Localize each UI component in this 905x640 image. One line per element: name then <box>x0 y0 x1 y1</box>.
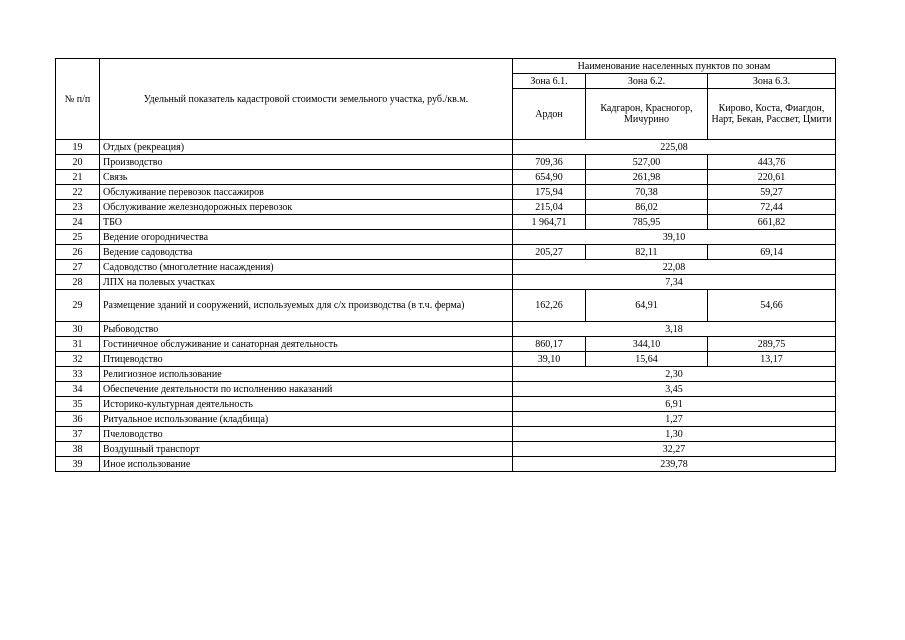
value-zone-6-1: 39,10 <box>513 352 586 367</box>
value-all-zones: 39,10 <box>513 230 836 245</box>
row-indicator-name: ТБО <box>100 215 513 230</box>
row-indicator-name: Птицеводство <box>100 352 513 367</box>
table-row <box>56 427 836 442</box>
value-zone-6-1: 709,36 <box>513 155 586 170</box>
value-zone-6-2: 261,98 <box>586 170 708 185</box>
table-body <box>56 59 836 472</box>
row-indicator-name: Религиозное использование <box>100 367 513 382</box>
row-indicator-name: Историко-культурная деятельность <box>100 397 513 412</box>
value-zone-6-3: 220,61 <box>708 170 836 185</box>
value-all-zones: 239,78 <box>513 457 836 472</box>
indicator-column-header: Удельный показатель кадастровой стоимости земельного участка, руб./кв.м. <box>100 59 513 140</box>
value-zone-6-1: 215,04 <box>513 200 586 215</box>
value-zone-6-2: 86,02 <box>586 200 708 215</box>
value-zone-6-3: 13,17 <box>708 352 836 367</box>
row-number: 20 <box>56 155 100 170</box>
table-row <box>56 457 836 472</box>
value-all-zones: 22,08 <box>513 260 836 275</box>
row-number: 31 <box>56 337 100 352</box>
row-number: 36 <box>56 412 100 427</box>
settlement-header-6-1: Ардон <box>513 89 586 140</box>
value-zone-6-1: 654,90 <box>513 170 586 185</box>
value-zone-6-3: 59,27 <box>708 185 836 200</box>
row-indicator-name: Ритуальное использование (кладбища) <box>100 412 513 427</box>
table-row <box>56 140 836 155</box>
row-number: 26 <box>56 245 100 260</box>
row-number: 34 <box>56 382 100 397</box>
row-number: 37 <box>56 427 100 442</box>
row-indicator-name: Обслуживание перевозок пассажиров <box>100 185 513 200</box>
row-number: 28 <box>56 275 100 290</box>
table-row <box>56 412 836 427</box>
row-number: 39 <box>56 457 100 472</box>
table-row <box>56 185 836 200</box>
settlement-header-6-3: Кирово, Коста, Фиагдон, Нарт, Бекан, Рассвет, Цмити <box>708 89 836 140</box>
table-row <box>56 382 836 397</box>
row-number: 35 <box>56 397 100 412</box>
value-all-zones: 1,27 <box>513 412 836 427</box>
cadastral-value-table <box>55 58 836 472</box>
row-indicator-name: Воздушный транспорт <box>100 442 513 457</box>
table-row <box>56 290 836 322</box>
zones-group-header: Наименование населенных пунктов по зонам <box>513 59 836 74</box>
value-zone-6-3: 443,76 <box>708 155 836 170</box>
table-row <box>56 215 836 230</box>
row-indicator-name: Пчеловодство <box>100 427 513 442</box>
table-row <box>56 397 836 412</box>
row-number: 19 <box>56 140 100 155</box>
row-number: 29 <box>56 290 100 322</box>
row-number: 24 <box>56 215 100 230</box>
row-indicator-name: Отдых (рекреация) <box>100 140 513 155</box>
row-indicator-name: Производство <box>100 155 513 170</box>
row-indicator-name: Иное использование <box>100 457 513 472</box>
value-zone-6-1: 162,26 <box>513 290 586 322</box>
table-row <box>56 200 836 215</box>
row-indicator-name: Гостиничное обслуживание и санаторная деятельность <box>100 337 513 352</box>
row-number: 30 <box>56 322 100 337</box>
value-zone-6-2: 344,10 <box>586 337 708 352</box>
row-indicator-name: Ведение огородничества <box>100 230 513 245</box>
row-number: 22 <box>56 185 100 200</box>
value-zone-6-3: 289,75 <box>708 337 836 352</box>
value-zone-6-2: 527,00 <box>586 155 708 170</box>
value-zone-6-2: 15,64 <box>586 352 708 367</box>
value-zone-6-2: 70,38 <box>586 185 708 200</box>
header-row-group <box>56 59 836 74</box>
value-all-zones: 225,08 <box>513 140 836 155</box>
table-row <box>56 337 836 352</box>
value-all-zones: 3,18 <box>513 322 836 337</box>
table-row <box>56 170 836 185</box>
value-all-zones: 2,30 <box>513 367 836 382</box>
row-indicator-name: Рыбоводство <box>100 322 513 337</box>
table-row <box>56 155 836 170</box>
value-zone-6-1: 175,94 <box>513 185 586 200</box>
row-indicator-name: Ведение садоводства <box>100 245 513 260</box>
value-all-zones: 3,45 <box>513 382 836 397</box>
value-all-zones: 32,27 <box>513 442 836 457</box>
table-row <box>56 442 836 457</box>
settlement-header-6-2: Кадгарон, Красногор, Мичурино <box>586 89 708 140</box>
value-all-zones: 6,91 <box>513 397 836 412</box>
table-row <box>56 275 836 290</box>
zone-header-6-3: Зона 6.3. <box>708 74 836 89</box>
table-row <box>56 245 836 260</box>
zone-header-6-2: Зона 6.2. <box>586 74 708 89</box>
value-zone-6-1: 205,27 <box>513 245 586 260</box>
value-zone-6-1: 1 964,71 <box>513 215 586 230</box>
row-number: 25 <box>56 230 100 245</box>
table-row <box>56 367 836 382</box>
num-column-header: № п/п <box>56 59 100 140</box>
value-all-zones: 1,30 <box>513 427 836 442</box>
value-zone-6-1: 860,17 <box>513 337 586 352</box>
row-indicator-name: Обеспечение деятельности по исполнению наказаний <box>100 382 513 397</box>
value-zone-6-2: 785,95 <box>586 215 708 230</box>
zone-header-6-1: Зона 6.1. <box>513 74 586 89</box>
row-number: 38 <box>56 442 100 457</box>
row-indicator-name: ЛПХ на полевых участках <box>100 275 513 290</box>
table-row <box>56 352 836 367</box>
row-indicator-name: Садоводство (многолетние насаждения) <box>100 260 513 275</box>
row-indicator-name: Связь <box>100 170 513 185</box>
value-zone-6-3: 661,82 <box>708 215 836 230</box>
table-row <box>56 230 836 245</box>
row-indicator-name: Обслуживание железнодорожных перевозок <box>100 200 513 215</box>
row-indicator-name: Размещение зданий и сооружений, используемых для с/х производства (в т.ч. ферма) <box>100 290 513 322</box>
value-all-zones: 7,34 <box>513 275 836 290</box>
row-number: 33 <box>56 367 100 382</box>
value-zone-6-3: 54,66 <box>708 290 836 322</box>
row-number: 27 <box>56 260 100 275</box>
value-zone-6-2: 82,11 <box>586 245 708 260</box>
row-number: 21 <box>56 170 100 185</box>
table-row <box>56 322 836 337</box>
row-number: 23 <box>56 200 100 215</box>
value-zone-6-2: 64,91 <box>586 290 708 322</box>
row-number: 32 <box>56 352 100 367</box>
table-row <box>56 260 836 275</box>
value-zone-6-3: 72,44 <box>708 200 836 215</box>
value-zone-6-3: 69,14 <box>708 245 836 260</box>
